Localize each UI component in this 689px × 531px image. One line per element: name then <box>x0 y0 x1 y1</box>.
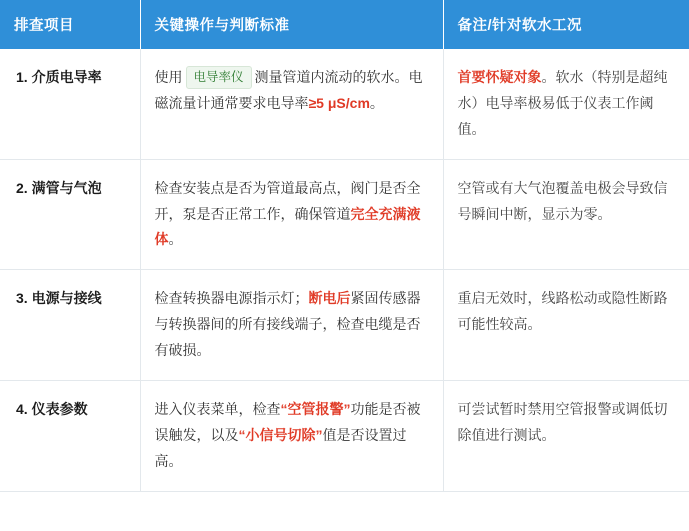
operation-emphasis: 断电后 <box>308 290 351 307</box>
operation-emphasis-empty-pipe-alarm: “空管报警” <box>280 401 351 418</box>
row-item-label: 4. 仪表参数 <box>0 381 140 492</box>
column-header-operation: 关键操作与判断标准 <box>140 0 443 49</box>
table-row <box>0 381 689 492</box>
operation-text-mid: 测量管道内流动的软水。电磁流量计通常要求电导率 <box>154 69 423 111</box>
note-emphasis: 首要怀疑对象 <box>457 69 542 85</box>
column-header-item: 排查项目 <box>0 0 140 49</box>
column-header-note: 备注/针对软水工况 <box>443 0 689 49</box>
table-header-row <box>0 0 689 49</box>
table-body <box>0 49 689 491</box>
operation-emphasis: ≥5 μS/cm <box>308 94 370 111</box>
operation-text-pre: 检查转换器电源指示灯； <box>154 290 309 307</box>
operation-text-post: 紧固传感器与转换器间的所有接线端子，检查电缆是否有破损。 <box>154 290 421 359</box>
row-item-label: 3. 电源与接线 <box>0 270 140 381</box>
table-row <box>0 270 689 381</box>
row-note-cell <box>443 381 689 492</box>
table-row <box>0 159 689 270</box>
row-note-cell <box>443 159 689 270</box>
operation-text-pre: 使用 <box>154 69 183 85</box>
note-text: 。软水（特别是超纯水）电导率极易低于仪表工作阈值。 <box>457 69 668 137</box>
operation-emphasis-low-flow-cutoff: “小信号切除” <box>238 426 323 443</box>
operation-text-post: 。 <box>369 94 384 111</box>
table-row <box>0 49 689 159</box>
row-operation-cell <box>140 159 443 270</box>
operation-text-post: 值是否设置过高。 <box>154 426 407 469</box>
operation-text-post: 。 <box>168 231 183 248</box>
row-operation-cell <box>140 49 443 159</box>
row-note-cell <box>443 49 689 159</box>
row-note-cell <box>443 270 689 381</box>
note-text: 可尝试暂时禁用空管报警或调低切除值进行测试。 <box>457 401 668 443</box>
row-item-label: 1. 介质电导率 <box>0 49 140 159</box>
operation-text-pre: 检查安装点是否为管道最高点，阀门是否全开，泵是否正常工作，确保管道 <box>154 179 421 222</box>
operation-text-mid: 功能是否被误触发，以及 <box>154 401 421 443</box>
row-operation-cell <box>140 270 443 381</box>
operation-text-pre: 进入仪表菜单，检查 <box>154 401 281 418</box>
note-text: 空管或有大气泡覆盖电极会导致信号瞬间中断，显示为零。 <box>457 179 668 222</box>
note-text: 重启无效时，线路松动或隐性断路可能性较高。 <box>457 290 668 333</box>
row-item-label: 2. 满管与气泡 <box>0 159 140 270</box>
operation-emphasis: 完全充满液体 <box>154 205 421 248</box>
table-header <box>0 0 689 49</box>
row-operation-cell <box>140 381 443 492</box>
conductivity-meter-chip: 电导率仪 <box>186 66 252 89</box>
